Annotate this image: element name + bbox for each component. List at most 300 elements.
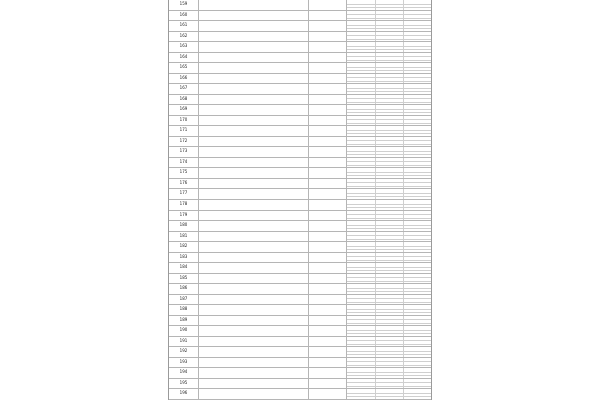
- table-row: [169, 389, 431, 400]
- score-subtable: [347, 168, 431, 178]
- sub-row-divider: [347, 333, 431, 334]
- table-row: [169, 305, 431, 316]
- sub-row-divider: [347, 172, 431, 173]
- sub-col-divider: [403, 347, 404, 357]
- sub-col-divider: [375, 316, 376, 326]
- score-subtable: [347, 21, 431, 31]
- school-name: [199, 211, 309, 221]
- sub-row-divider: [347, 182, 431, 183]
- row-index: 170: [169, 116, 199, 126]
- plan-count: [309, 221, 347, 231]
- sub-col-divider: [403, 21, 404, 31]
- sub-row-divider: [347, 39, 431, 40]
- row-index: 165: [169, 63, 199, 73]
- sub-row-divider: [347, 396, 431, 397]
- score-subtable: [347, 368, 431, 378]
- sub-col-divider: [403, 168, 404, 178]
- plan-count: [309, 316, 347, 326]
- school-name: [199, 74, 309, 84]
- plan-count: [309, 116, 347, 126]
- sub-col-divider: [375, 284, 376, 294]
- sub-col-divider: [403, 95, 404, 105]
- sub-row-divider: [347, 256, 431, 257]
- school-name: [199, 221, 309, 231]
- sub-row-divider: [347, 28, 431, 29]
- score-subtable: [347, 116, 431, 126]
- score-subtable: [347, 158, 431, 168]
- sub-col-divider: [375, 42, 376, 52]
- sub-col-divider: [403, 295, 404, 305]
- table-row: [169, 126, 431, 137]
- score-subtable: [347, 211, 431, 221]
- sub-row-divider: [347, 70, 431, 71]
- sub-row-divider: [347, 81, 431, 82]
- plan-count: [309, 358, 347, 368]
- plan-count: [309, 263, 347, 273]
- row-index: 185: [169, 274, 199, 284]
- sub-row-divider: [347, 270, 431, 271]
- school-name: [199, 137, 309, 147]
- table-row: [169, 179, 431, 190]
- score-subtable: [347, 0, 431, 10]
- row-index: 171: [169, 126, 199, 136]
- plan-count: [309, 232, 347, 242]
- plan-count: [309, 11, 347, 21]
- sub-row-divider: [347, 312, 431, 313]
- row-index: 174: [169, 158, 199, 168]
- sub-col-divider: [403, 42, 404, 52]
- plan-count: [309, 137, 347, 147]
- sub-col-divider: [403, 368, 404, 378]
- table-row: [169, 95, 431, 106]
- sub-col-divider: [375, 21, 376, 31]
- sub-col-divider: [375, 379, 376, 389]
- sub-col-divider: [403, 147, 404, 157]
- sub-col-divider: [403, 211, 404, 221]
- sub-col-divider: [403, 137, 404, 147]
- sub-row-divider: [347, 4, 431, 5]
- row-index: 184: [169, 263, 199, 273]
- score-subtable: [347, 126, 431, 136]
- sub-row-divider: [347, 186, 431, 187]
- table-row: [169, 84, 431, 95]
- plan-count: [309, 63, 347, 73]
- sub-row-divider: [347, 291, 431, 292]
- school-name: [199, 358, 309, 368]
- table-row: [169, 326, 431, 337]
- sub-row-divider: [347, 277, 431, 278]
- table-row: [169, 42, 431, 53]
- school-name: [199, 263, 309, 273]
- plan-count: [309, 295, 347, 305]
- school-name: [199, 63, 309, 73]
- sub-col-divider: [403, 242, 404, 252]
- table-row: [169, 211, 431, 222]
- sub-col-divider: [375, 0, 376, 10]
- sub-row-divider: [347, 112, 431, 113]
- row-index: 190: [169, 326, 199, 336]
- score-subtable: [347, 189, 431, 199]
- sub-row-divider: [347, 340, 431, 341]
- school-name: [199, 0, 309, 10]
- sub-col-divider: [403, 232, 404, 242]
- school-name: [199, 21, 309, 31]
- sub-col-divider: [403, 200, 404, 210]
- sub-row-divider: [347, 239, 431, 240]
- sub-row-divider: [347, 91, 431, 92]
- sub-col-divider: [375, 368, 376, 378]
- row-index: 180: [169, 221, 199, 231]
- plan-count: [309, 389, 347, 399]
- sub-row-divider: [347, 175, 431, 176]
- sub-col-divider: [375, 253, 376, 263]
- sub-row-divider: [347, 140, 431, 141]
- school-name: [199, 147, 309, 157]
- sub-row-divider: [347, 154, 431, 155]
- sub-col-divider: [375, 274, 376, 284]
- table-row: [169, 63, 431, 74]
- table-row: [169, 221, 431, 232]
- sub-col-divider: [403, 253, 404, 263]
- score-subtable: [347, 84, 431, 94]
- sub-col-divider: [403, 11, 404, 21]
- sub-row-divider: [347, 18, 431, 19]
- sub-row-divider: [347, 323, 431, 324]
- sub-col-divider: [403, 284, 404, 294]
- sub-col-divider: [375, 105, 376, 115]
- row-index: 183: [169, 253, 199, 263]
- sub-row-divider: [347, 119, 431, 120]
- table-row: [169, 32, 431, 43]
- sub-row-divider: [347, 144, 431, 145]
- school-name: [199, 242, 309, 252]
- sub-col-divider: [403, 326, 404, 336]
- row-index: 172: [169, 137, 199, 147]
- plan-count: [309, 105, 347, 115]
- sub-col-divider: [375, 305, 376, 315]
- score-subtable: [347, 358, 431, 368]
- row-index: 181: [169, 232, 199, 242]
- sub-row-divider: [347, 56, 431, 57]
- score-subtable: [347, 295, 431, 305]
- sub-col-divider: [375, 389, 376, 399]
- score-subtable: [347, 63, 431, 73]
- sub-col-divider: [403, 274, 404, 284]
- sub-row-divider: [347, 161, 431, 162]
- sub-col-divider: [375, 211, 376, 221]
- sub-row-divider: [347, 207, 431, 208]
- row-index: 177: [169, 189, 199, 199]
- row-index: 175: [169, 168, 199, 178]
- sub-col-divider: [403, 116, 404, 126]
- sub-col-divider: [375, 179, 376, 189]
- school-name: [199, 284, 309, 294]
- sub-col-divider: [375, 347, 376, 357]
- school-name: [199, 232, 309, 242]
- sub-row-divider: [347, 246, 431, 247]
- school-name: [199, 200, 309, 210]
- table-row: [169, 358, 431, 369]
- score-subtable: [347, 200, 431, 210]
- school-name: [199, 105, 309, 115]
- plan-count: [309, 326, 347, 336]
- score-subtable: [347, 274, 431, 284]
- sub-row-divider: [347, 351, 431, 352]
- sub-col-divider: [403, 32, 404, 42]
- sub-col-divider: [403, 379, 404, 389]
- plan-count: [309, 368, 347, 378]
- row-index: 164: [169, 53, 199, 63]
- sub-row-divider: [347, 133, 431, 134]
- row-index: 173: [169, 147, 199, 157]
- sub-row-divider: [347, 319, 431, 320]
- sub-row-divider: [347, 35, 431, 36]
- plan-count: [309, 53, 347, 63]
- sub-row-divider: [347, 361, 431, 362]
- sub-row-divider: [347, 25, 431, 26]
- sub-col-divider: [375, 126, 376, 136]
- sub-row-divider: [347, 49, 431, 50]
- sub-row-divider: [347, 288, 431, 289]
- sub-row-divider: [347, 249, 431, 250]
- sub-col-divider: [403, 179, 404, 189]
- table-row: [169, 116, 431, 127]
- row-index: 196: [169, 389, 199, 399]
- score-subtable: [347, 105, 431, 115]
- row-index: 182: [169, 242, 199, 252]
- sub-row-divider: [347, 67, 431, 68]
- admission-table: [168, 0, 432, 400]
- sub-col-divider: [403, 105, 404, 115]
- row-index: 188: [169, 305, 199, 315]
- sub-row-divider: [347, 393, 431, 394]
- plan-count: [309, 32, 347, 42]
- sub-col-divider: [375, 200, 376, 210]
- row-index: 195: [169, 379, 199, 389]
- plan-count: [309, 84, 347, 94]
- sub-row-divider: [347, 7, 431, 8]
- plan-count: [309, 347, 347, 357]
- sub-col-divider: [375, 263, 376, 273]
- sub-col-divider: [403, 337, 404, 347]
- sub-col-divider: [375, 95, 376, 105]
- table-row: [169, 274, 431, 285]
- table-row: [169, 253, 431, 264]
- sub-row-divider: [347, 298, 431, 299]
- table-row: [169, 74, 431, 85]
- sub-col-divider: [375, 53, 376, 63]
- sub-col-divider: [375, 295, 376, 305]
- table-row: [169, 189, 431, 200]
- sub-col-divider: [403, 189, 404, 199]
- score-subtable: [347, 347, 431, 357]
- plan-count: [309, 168, 347, 178]
- school-name: [199, 337, 309, 347]
- sub-col-divider: [403, 126, 404, 136]
- table-row: [169, 368, 431, 379]
- sub-row-divider: [347, 98, 431, 99]
- row-index: 186: [169, 284, 199, 294]
- school-name: [199, 305, 309, 315]
- school-name: [199, 274, 309, 284]
- score-subtable: [347, 179, 431, 189]
- plan-count: [309, 200, 347, 210]
- score-subtable: [347, 337, 431, 347]
- sub-row-divider: [347, 123, 431, 124]
- sub-row-divider: [347, 302, 431, 303]
- row-index: 187: [169, 295, 199, 305]
- plan-count: [309, 126, 347, 136]
- table-row: [169, 168, 431, 179]
- plan-count: [309, 189, 347, 199]
- score-subtable: [347, 11, 431, 21]
- table-row: [169, 263, 431, 274]
- score-subtable: [347, 263, 431, 273]
- sub-row-divider: [347, 14, 431, 15]
- sub-col-divider: [375, 158, 376, 168]
- table-row: [169, 284, 431, 295]
- row-index: 189: [169, 316, 199, 326]
- sub-row-divider: [347, 193, 431, 194]
- score-subtable: [347, 389, 431, 399]
- sub-col-divider: [375, 221, 376, 231]
- score-subtable: [347, 379, 431, 389]
- sub-col-divider: [403, 358, 404, 368]
- sub-row-divider: [347, 382, 431, 383]
- table-row: [169, 158, 431, 169]
- row-index: 167: [169, 84, 199, 94]
- school-name: [199, 53, 309, 63]
- table-row: [169, 11, 431, 22]
- sub-row-divider: [347, 165, 431, 166]
- row-index: 163: [169, 42, 199, 52]
- table-row: [169, 316, 431, 327]
- table-row: [169, 200, 431, 211]
- score-subtable: [347, 42, 431, 52]
- sub-row-divider: [347, 77, 431, 78]
- sub-row-divider: [347, 386, 431, 387]
- table-row: [169, 53, 431, 64]
- sub-row-divider: [347, 354, 431, 355]
- plan-count: [309, 242, 347, 252]
- sub-row-divider: [347, 88, 431, 89]
- sub-row-divider: [347, 228, 431, 229]
- plan-count: [309, 42, 347, 52]
- row-index: 160: [169, 11, 199, 21]
- sub-col-divider: [403, 74, 404, 84]
- sub-col-divider: [375, 11, 376, 21]
- school-name: [199, 179, 309, 189]
- score-subtable: [347, 74, 431, 84]
- sub-row-divider: [347, 102, 431, 103]
- score-subtable: [347, 53, 431, 63]
- table-row: [169, 232, 431, 243]
- row-index: 191: [169, 337, 199, 347]
- table-row: [169, 21, 431, 32]
- score-subtable: [347, 95, 431, 105]
- plan-count: [309, 0, 347, 10]
- score-subtable: [347, 305, 431, 315]
- sub-col-divider: [375, 74, 376, 84]
- plan-count: [309, 305, 347, 315]
- score-subtable: [347, 232, 431, 242]
- row-index: 166: [169, 74, 199, 84]
- table-row: [169, 337, 431, 348]
- row-index: 161: [169, 21, 199, 31]
- sub-col-divider: [403, 84, 404, 94]
- school-name: [199, 84, 309, 94]
- sub-col-divider: [375, 232, 376, 242]
- table-row: [169, 105, 431, 116]
- sub-row-divider: [347, 109, 431, 110]
- sub-row-divider: [347, 151, 431, 152]
- sub-col-divider: [375, 116, 376, 126]
- school-name: [199, 42, 309, 52]
- school-name: [199, 326, 309, 336]
- sub-col-divider: [403, 316, 404, 326]
- sub-row-divider: [347, 218, 431, 219]
- sub-col-divider: [403, 63, 404, 73]
- sub-col-divider: [375, 63, 376, 73]
- plan-count: [309, 337, 347, 347]
- school-name: [199, 368, 309, 378]
- school-name: [199, 11, 309, 21]
- sub-row-divider: [347, 344, 431, 345]
- school-name: [199, 379, 309, 389]
- table-row: [169, 379, 431, 390]
- score-subtable: [347, 316, 431, 326]
- school-name: [199, 316, 309, 326]
- school-name: [199, 158, 309, 168]
- table-row: [169, 242, 431, 253]
- plan-count: [309, 379, 347, 389]
- school-name: [199, 95, 309, 105]
- sub-col-divider: [403, 305, 404, 315]
- sub-col-divider: [375, 137, 376, 147]
- school-name: [199, 389, 309, 399]
- sub-row-divider: [347, 196, 431, 197]
- sub-row-divider: [347, 60, 431, 61]
- school-name: [199, 116, 309, 126]
- sub-col-divider: [403, 0, 404, 10]
- school-name: [199, 347, 309, 357]
- sub-col-divider: [375, 337, 376, 347]
- row-index: 193: [169, 358, 199, 368]
- sub-row-divider: [347, 372, 431, 373]
- sub-col-divider: [375, 84, 376, 94]
- row-index: 168: [169, 95, 199, 105]
- row-index: 169: [169, 105, 199, 115]
- sub-row-divider: [347, 46, 431, 47]
- table-row: [169, 0, 431, 11]
- table-row: [169, 147, 431, 158]
- plan-count: [309, 74, 347, 84]
- sub-row-divider: [347, 225, 431, 226]
- sub-row-divider: [347, 260, 431, 261]
- sub-col-divider: [375, 147, 376, 157]
- sub-row-divider: [347, 130, 431, 131]
- sub-col-divider: [403, 221, 404, 231]
- table-row: [169, 347, 431, 358]
- sub-row-divider: [347, 281, 431, 282]
- sub-row-divider: [347, 235, 431, 236]
- plan-count: [309, 179, 347, 189]
- row-index: 178: [169, 200, 199, 210]
- row-index: 176: [169, 179, 199, 189]
- sub-col-divider: [375, 168, 376, 178]
- school-name: [199, 126, 309, 136]
- plan-count: [309, 284, 347, 294]
